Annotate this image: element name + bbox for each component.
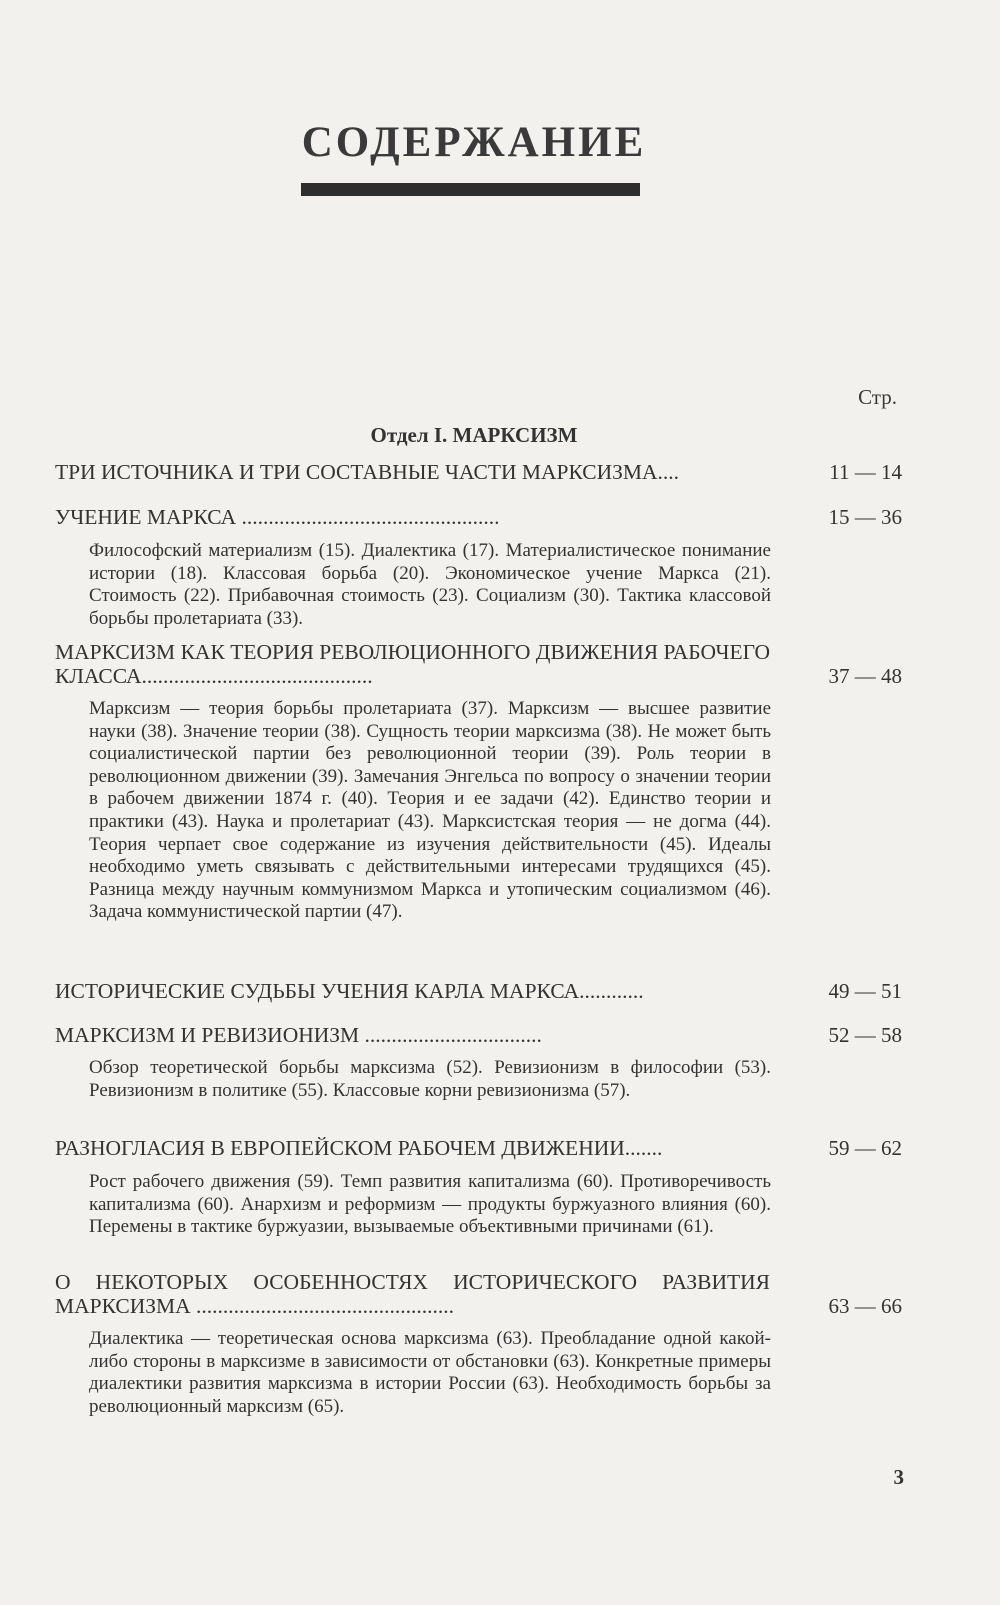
toc-entry-description: Философский материализм (15). Диалектика (17). Материалистическое понимание истории (18). Классовая борьба (20). Экономическое учение Маркса (21). Стоимость (22). Прибавочная стоимость (23). Социализм (30). Тактика классовой борьбы пролетариата (33). [89,540,771,629]
toc-entry-title[interactable]: РАЗНОГЛАСИЯ В ЕВРОПЕЙСКОМ РАБОЧЕМ ДВИЖЕНИИ....... [55,1136,663,1160]
toc-entry-title[interactable]: УЧЕНИЕ МАРКСА ................................................ [55,505,500,529]
toc-entry-pages: 52 — 58 [828,1023,902,1047]
pages-column-label: Стр. [858,385,897,409]
title-underline [301,183,640,196]
toc-entry-title[interactable]: О НЕКОТОРЫХ ОСОБЕННОСТЯХ ИСТОРИЧЕСКОГО РАЗВИТИЯ МАРКСИЗМА ................................................ [55,1270,770,1318]
toc-entry-pages: 49 — 51 [828,979,902,1003]
toc-entry-pages: 11 — 14 [829,460,902,484]
toc-entry-pages: 59 — 62 [828,1136,902,1160]
toc-entry-title[interactable]: МАРКСИЗМ КАК ТЕОРИЯ РЕВОЛЮЦИОННОГО ДВИЖЕНИЯ РАБОЧЕГО КЛАССА........................................... [55,640,770,688]
toc-entry-pages: 15 — 36 [828,505,902,529]
toc-entry-title[interactable]: МАРКСИЗМ И РЕВИЗИОНИЗМ ................................. [55,1023,542,1047]
toc-entry-description: Марксизм — теория борьбы пролетариата (37). Марксизм — высшее развитие науки (38). Значение теории (38). Сущность теории марксизма (38). Не может быть социалистической партии без революционной теории (39). Роль теории в революционном движении (39). Замечания Энгельса по вопросу о значении теории в рабочем движении 1874 г. (40). Теория и ее задачи (42). Единство теории и практики (43). Наука и пролетариат (43). Марксистская теория — не догма (44). Теория черпает свое содержание из изучения действительности (45). Идеалы необходимо уметь связывать с действительными интересами трудящихся (45). Разница между научным коммунизмом Маркса и утопическим социализмом (46). Задача коммунистической партии (47). [89,698,771,923]
toc-entry-pages: 63 — 66 [828,1294,902,1318]
toc-entry-pages: 37 — 48 [828,664,902,688]
section-title: Отдел I. МАРКСИЗМ [370,423,578,447]
toc-entry-description: Рост рабочего движения (59). Темп развития капитализма (60). Противоречивость капитализма (60). Анархизм и реформизм — продукты буржуазного влияния (60). Перемены в тактике буржуазии, вызываемые объективными причинами (61). [89,1171,771,1238]
page-number: 3 [893,1465,904,1489]
toc-entry-title[interactable]: ИСТОРИЧЕСКИЕ СУДЬБЫ УЧЕНИЯ КАРЛА МАРКСА............ [55,979,644,1003]
toc-entry-description: Диалектика — теоретическая основа марксизма (63). Преобладание одной какой-либо стороны в марксизме в зависимости от обстановки (63). Конкретные примеры диалектики развития марксизма в истории России (63). Необходимость борьбы за революционный марксизм (65). [89,1328,771,1417]
toc-entry-description: Обзор теоретической борьбы марксизма (52). Ревизионизм в философии (53). Ревизионизм в политике (55). Классовые корни ревизионизма (57). [89,1057,771,1101]
toc-entry-title[interactable]: ТРИ ИСТОЧНИКА И ТРИ СОСТАВНЫЕ ЧАСТИ МАРКСИЗМА.... [55,460,680,484]
page-title: СОДЕРЖАНИЕ [301,119,647,166]
